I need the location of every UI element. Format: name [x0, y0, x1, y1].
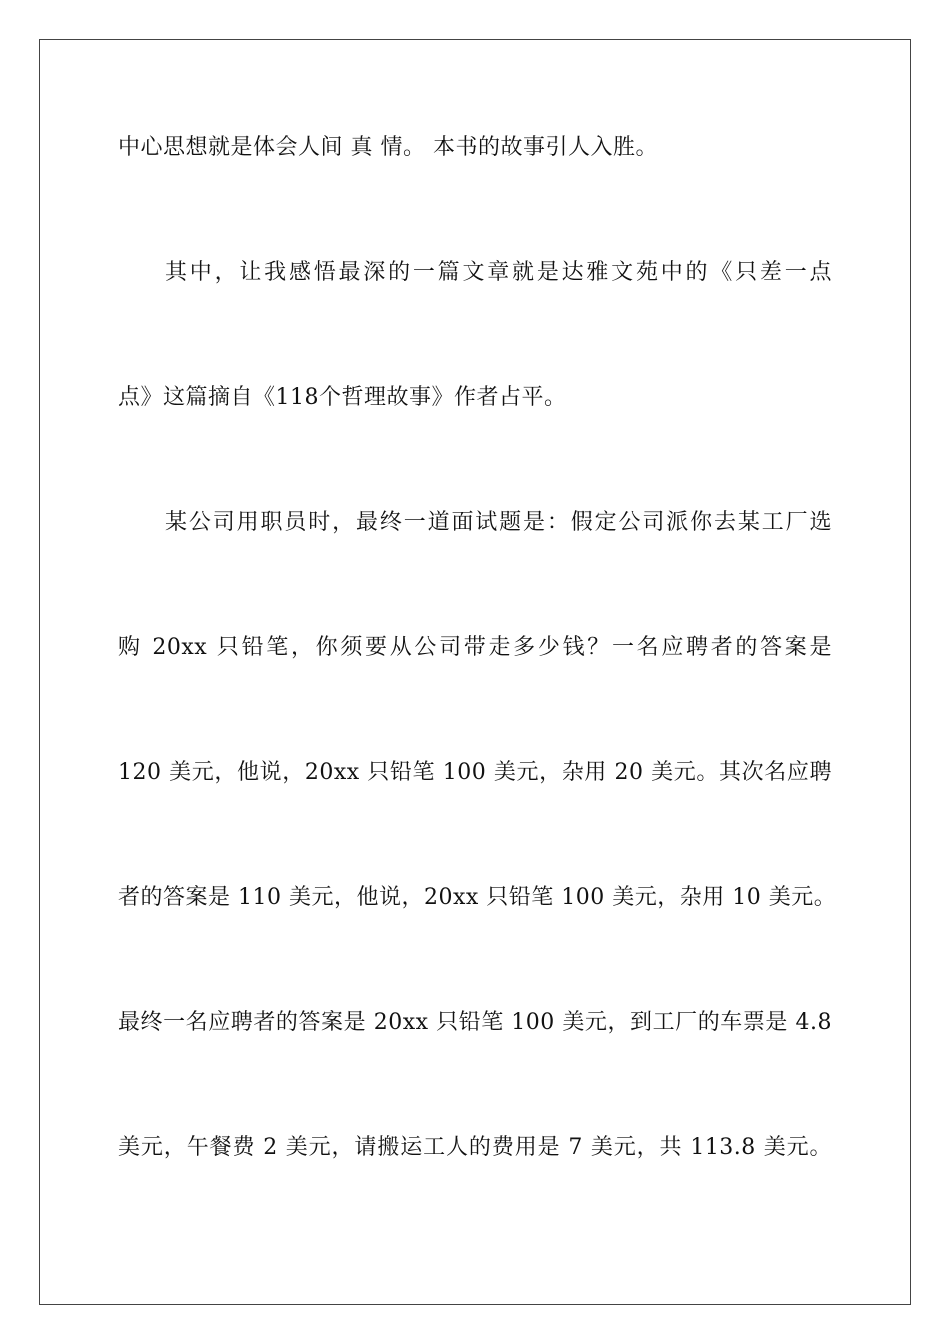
text-line-5: 购 20xx 只铅笔，你须要从公司带走多少钱？一名应聘者的答案是 [118, 635, 833, 660]
page-border [39, 39, 911, 1305]
text-line-6: 120 美元，他说，20xx 只铅笔 100 美元，杂用 20 美元。其次名应聘 [118, 760, 832, 785]
text-line-4: 某公司用职员时，最终一道面试题是：假定公司派你去某工厂选 [165, 510, 832, 535]
text-line-7: 者的答案是 110 美元，他说，20xx 只铅笔 100 美元，杂用 10 美元。 [118, 885, 837, 910]
text-line-1: 中心思想就是体会人间 真 情。 本书的故事引人入胜。 [118, 135, 658, 160]
text-line-8: 最终一名应聘者的答案是 20xx 只铅笔 100 美元，到工厂的车票是 4.8 [118, 1010, 832, 1035]
text-line-3: 点》这篇摘自《118个哲理故事》作者占平。 [118, 385, 567, 410]
text-line-2: 其中，让我感悟最深的一篇文章就是达雅文苑中的《只差一点 [165, 260, 832, 285]
text-line-9: 美元，午餐费 2 美元，请搬运工人的费用是 7 美元，共 113.8 美元。 [118, 1135, 832, 1160]
